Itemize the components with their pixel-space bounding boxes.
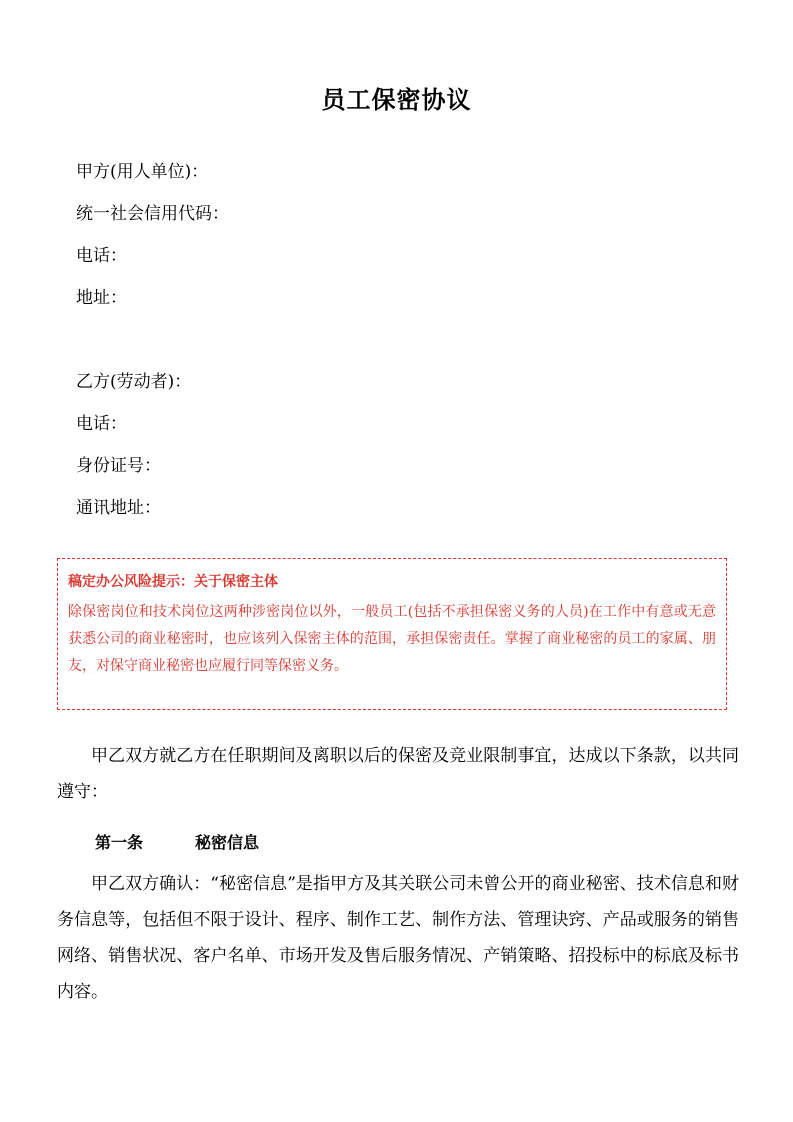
party-b-contact-address: 通讯地址： — [76, 498, 161, 518]
risk-notice-box — [57, 558, 727, 710]
article-1-title: 秘密信息 — [195, 833, 260, 852]
party-a-label: 甲方(用人单位)： — [76, 162, 209, 182]
article-1-number: 第一条 — [95, 833, 144, 852]
party-a-credit-code: 统一社会信用代码： — [76, 204, 229, 224]
risk-notice-title: 稿定办公风险提示：关于保密主体 — [68, 574, 278, 590]
party-a-phone: 电话： — [76, 246, 127, 266]
party-b-phone: 电话： — [76, 414, 127, 434]
party-a-address: 地址： — [76, 288, 127, 308]
document-title: 员工保密协议 — [321, 85, 472, 114]
party-b-label: 乙方(劳动者)： — [76, 372, 192, 392]
article-1-heading — [95, 829, 259, 857]
party-b-id-number: 身份证号： — [76, 456, 161, 476]
risk-notice-body: 除保密岗位和技术岗位这两种涉密岗位以外，一般员工(包括不承担保密义务的人员)在工作中有意或无意获悉公司的商业秘密时，也应该列入保密主体的范围，承担保密责任。掌握了商业秘密的员工的家属、朋友，对保守商业秘密也应履行同等保密义务。 — [68, 604, 716, 674]
article-1-body: 甲乙双方确认：“秘密信息”是指甲方及其关联公司未曾公开的商业秘密、技术信息和财务信息等，包括但不限于设计、程序、制作工艺、制作方法、管理诀窍、产品或服务的销售网络、销售状况、客户名单、市场开发及售后服务情况、产销策略、招投标中的标底及标书内容。 — [57, 874, 739, 1002]
intro-paragraph: 甲乙双方就乙方在任职期间及离职以后的保密及竞业限制事宜，达成以下条款，以共同遵守： — [57, 746, 739, 802]
